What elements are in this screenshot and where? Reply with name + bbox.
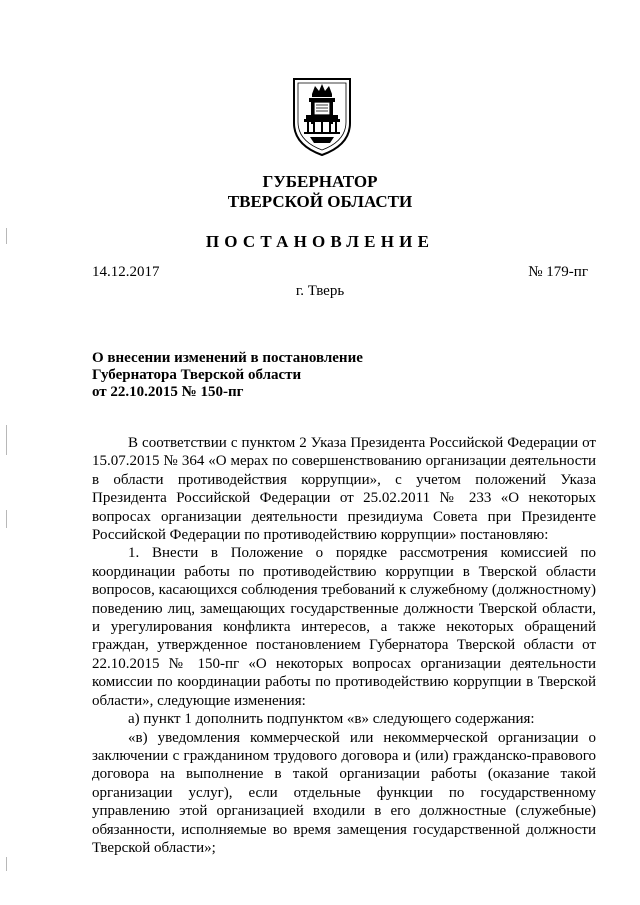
body-paragraph: 1. Внести в Положение о порядке рассмотрения комиссией по координации работы по противодействию коррупции в Тверской области вопросов, касающихся соблюдения требований к служебному (должностному) поведению лиц, замещающих государственные должности Тверской области, и урегулирования конфликта интересов, а также некоторых обращений граждан, утвержденное постановлением Губернатора Тверской области от 22.10.2015 № 150-пг «О некоторых вопросах организации деятельности комиссии по координации работы по противодействию коррупции в Тверской области», следующие изменения: [92,545,596,709]
body-paragraph: «в) уведомления коммерческой или некоммерческой организации о заключении с гражданином трудового договора и (или) гражданско-правового договора на выполнение в такой организации работы (оказание такой организации услуг), если отдельные функции по государственному управлению этой организацией входили в его должностные (служебные) обязанности, исполняемые во время замещения государственной должности Тверской области»; [92,729,596,856]
decree-subject [92,350,363,401]
subject-line: от 22.10.2015 № 150-пг [92,384,244,400]
decree-city: г. Тверь [295,283,345,299]
decree-date: 14.12.2017 [92,264,160,280]
subject-line: Губернатора Тверской области [92,367,302,383]
coat-of-arms-emblem [290,73,354,157]
subject-line: О внесении изменений в постановление [92,350,363,366]
body-paragraph: В соответствии с пунктом 2 Указа Президента Российской Федерации от 15.07.2015 № 364 «О мерах по совершенствованию организации деятельности в области противодействия коррупции», с учетом положений Указа Президента Российской Федерации от 25.02.2011 № 233 «О некоторых вопросах организации деятельности президиума Совета при Президенте Российской Федерации по противодействию коррупции» постановляю: [92,435,596,544]
issuer-title-line1: ГУБЕРНАТОР [262,172,378,191]
decree-number: № 179-пг [528,264,588,280]
decree-type-heading: ПОСТАНОВЛЕНИЕ [205,232,435,251]
scan-margin-mark [6,857,7,871]
body-paragraph: а) пункт 1 дополнить подпунктом «в» следующего содержания: [128,711,535,728]
scan-margin-mark [6,425,7,455]
decree-body [92,434,596,857]
issuer-title-line2: ТВЕРСКОЙ ОБЛАСТИ [227,192,413,211]
scan-margin-mark [6,510,7,528]
